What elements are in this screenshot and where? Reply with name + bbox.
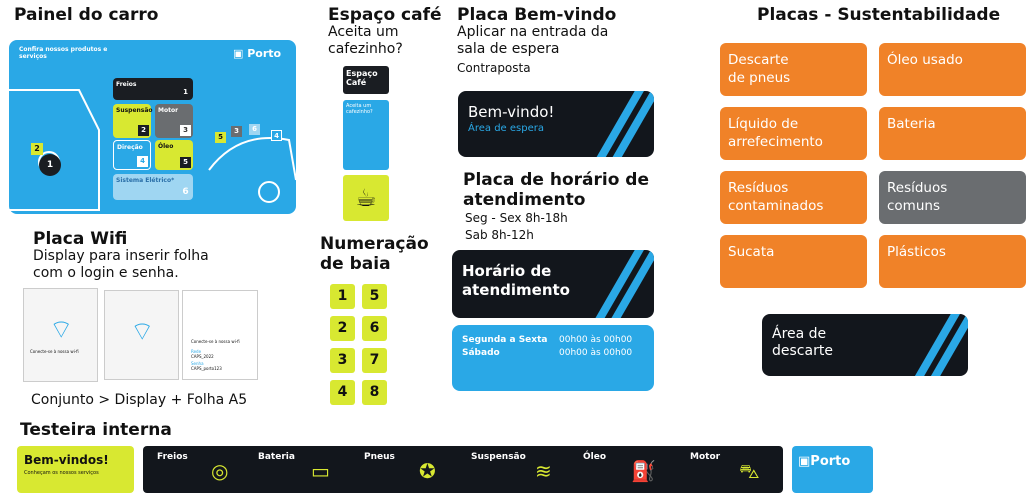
car-icon: ⛍ — [739, 459, 760, 483]
marker-3: 3 — [231, 126, 242, 137]
baia-title-1: Numeração — [320, 234, 429, 254]
cafe-sign: Espaço Café — [343, 66, 389, 94]
bar-bateria: Bateria — [258, 452, 295, 462]
baia-8: 8 — [362, 380, 387, 405]
wifi-desc-2: com o login e senha. — [33, 265, 179, 281]
wifi-icon: ⌔ — [49, 315, 74, 345]
marker-2: 2 — [31, 143, 43, 155]
baia-4: 4 — [330, 380, 355, 405]
plate-sucata: Sucata — [720, 235, 867, 288]
plate-liquido: Líquido de arrefecimento — [720, 107, 867, 160]
coffee-car-icon: ☕ — [343, 175, 389, 221]
welcome-desc-1: Aplicar na entrada da — [457, 24, 609, 40]
baia-2: 2 — [330, 316, 355, 341]
wifi-display — [104, 290, 179, 380]
testeira-porto-logo: ▣Porto — [792, 446, 873, 493]
plate-bateria: Bateria — [879, 107, 1026, 160]
welcome-desc-2: sala de espera — [457, 41, 560, 57]
wifi-set: ⌔ Conecte-se à nossa wi-fi — [23, 288, 98, 382]
cafe-sub-sign: Aceita um cafezinho? — [343, 100, 389, 170]
welcome-note: Contraposta — [457, 61, 531, 75]
testeira-bar — [143, 446, 783, 493]
baia-5: 5 — [362, 284, 387, 309]
marker-5: 5 — [215, 132, 226, 143]
testeira-title: Testeira interna — [20, 420, 172, 440]
cafe-desc-1: Aceita um — [328, 24, 399, 40]
sustain-title: Placas - Sustentabilidade — [757, 5, 1001, 25]
testeira-welcome: Bem-vindos! Conheçam os nossos serviços — [17, 446, 134, 493]
wifi-desc-1: Display para inserir folha — [33, 248, 209, 264]
wifi-title: Placa Wifi — [33, 229, 128, 249]
marker-4: 4 — [271, 130, 282, 141]
card-motor: Motor 3 — [155, 104, 193, 138]
hours-sign: Horário de atendimento — [452, 250, 654, 318]
bar-freios: Freios — [157, 452, 188, 462]
card-eletrico: Sistema Elétrico* 6 — [113, 174, 193, 200]
baia-6: 6 — [362, 316, 387, 341]
car-panel — [9, 40, 296, 214]
hours-line-2: Sab 8h-12h — [465, 228, 534, 242]
oil-icon: ⛽ — [631, 459, 656, 483]
car-panel-title: Painel do carro — [14, 5, 159, 25]
card-direcao: Direção 4 — [113, 140, 151, 170]
suspension-icon: ≋ — [535, 459, 552, 483]
area-descarte-sign: Área de descarte — [762, 314, 968, 376]
bar-pneus: Pneus — [364, 452, 395, 462]
brake-icon: ◎ — [211, 459, 229, 483]
plate-contaminados: Resíduos contaminados — [720, 171, 867, 224]
cafe-title: Espaço café — [328, 5, 442, 25]
wifi-sheet: Conecte-se à nossa wi-fi Rede CAPS_2022 Senha CAPS_porto123 — [182, 290, 258, 380]
bar-motor: Motor — [690, 452, 721, 462]
marker-6: 6 — [249, 124, 260, 135]
wifi-caption: Conjunto > Display + Folha A5 — [31, 392, 248, 408]
baia-1: 1 — [330, 284, 355, 309]
card-oleo: Óleo 5 — [155, 140, 193, 170]
card-suspensao: Suspensão 2 — [113, 104, 151, 138]
plate-oleo: Óleo usado — [879, 43, 1026, 96]
hours-table: Segunda a Sexta 00h00 às 00h00 Sábado 00h00 às 00h00 — [452, 325, 654, 391]
battery-icon: ▭ — [311, 459, 330, 483]
bar-oleo: Óleo — [583, 452, 607, 462]
plate-plasticos: Plásticos — [879, 235, 1026, 288]
welcome-title: Placa Bem-vindo — [457, 5, 617, 25]
plate-pneus: Descarte de pneus — [720, 43, 867, 96]
bar-suspensao: Suspensão — [471, 452, 526, 462]
car-panel-header: Confira nossos produtos e serviços — [19, 46, 108, 60]
plate-comuns: Resíduos comuns — [879, 171, 1026, 224]
hours-title-2: atendimento — [463, 190, 586, 210]
baia-7: 7 — [362, 348, 387, 373]
wifi-icon: ⌔ — [130, 317, 155, 347]
tire-icon: ✪ — [419, 459, 436, 483]
welcome-sign: Bem-vindo! Área de espera — [458, 91, 654, 157]
cafe-desc-2: cafezinho? — [328, 41, 403, 57]
card-freios: Freios 1 — [113, 78, 193, 100]
baia-title-2: de baia — [320, 254, 391, 274]
marker-1: 1 — [39, 154, 61, 176]
baia-3: 3 — [330, 348, 355, 373]
hours-title-1: Placa de horário de — [463, 170, 649, 190]
porto-logo: ▣ Porto — [233, 47, 282, 60]
hours-line-1: Seg - Sex 8h-18h — [465, 211, 568, 225]
